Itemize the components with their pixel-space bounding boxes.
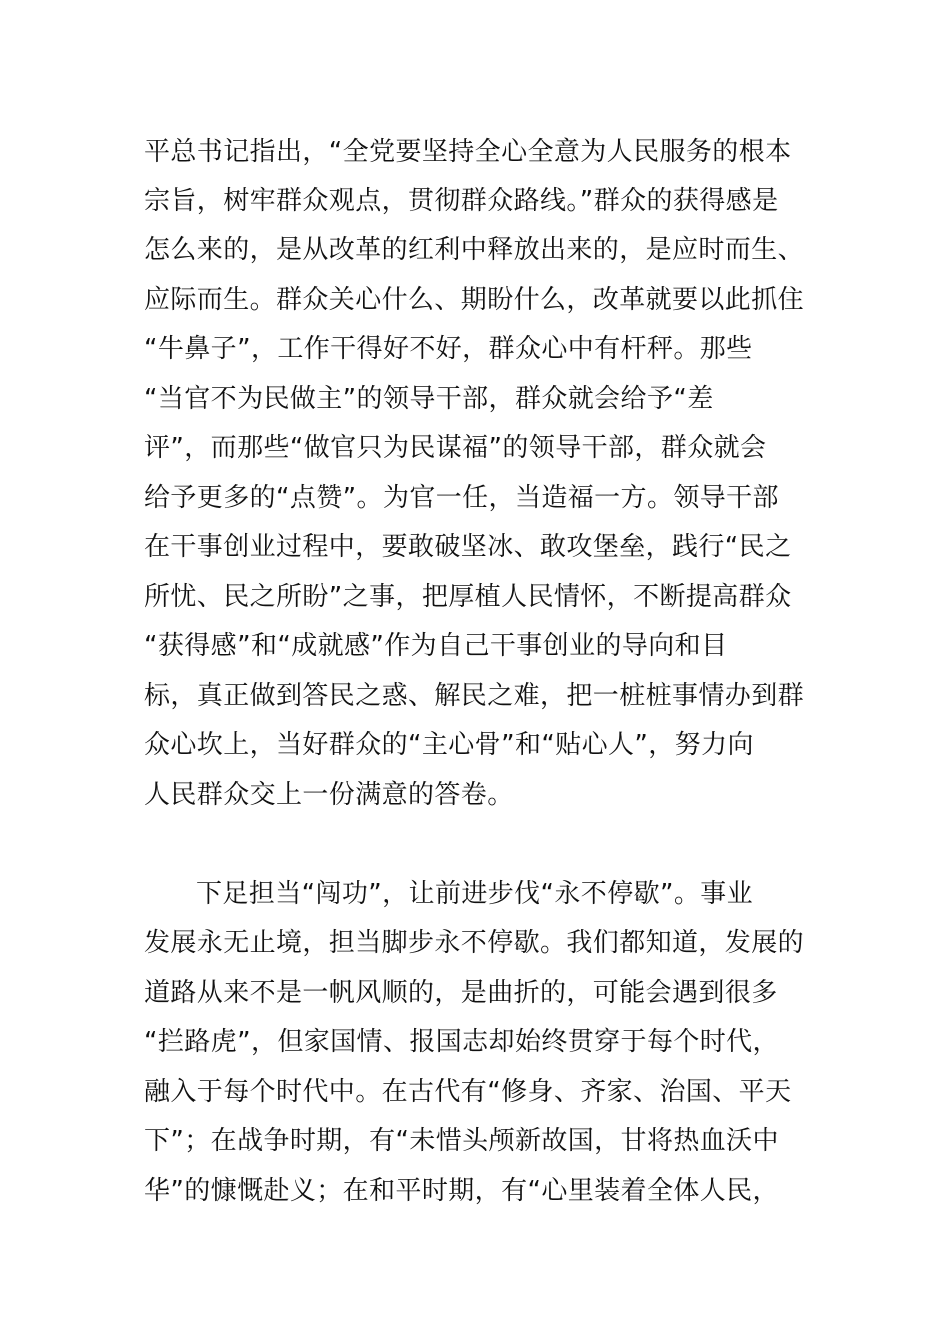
- text-line: “拦路虎”，但家国情、报国志却始终贯穿于每个时代，: [144, 1027, 779, 1057]
- text-line: 道路从来不是一帆风顺的，是曲折的，可能会遇到很多: [144, 978, 778, 1008]
- text-line: 发展永无止境，担当脚步永不停歇。我们都知道，发展的: [144, 928, 805, 958]
- text-line: 应际而生。群众关心什么、期盼什么，改革就要以此抓住: [144, 285, 805, 315]
- text-line: 平总书记指出，“全党要坚持全心全意为人民服务的根本: [144, 137, 792, 167]
- text-line: 怎么来的，是从改革的红利中释放出来的，是应时而生、: [144, 235, 805, 265]
- text-line: 下”；在战争时期，有“未惜头颅新故国，甘将热血沃中: [144, 1126, 779, 1156]
- text-line: 给予更多的“点赞”。为官一任，当造福一方。领导干部: [144, 483, 779, 513]
- text-line: 众心坎上，当好群众的“主心骨”和“贴心人”，努力向: [144, 730, 754, 760]
- text-line: “获得感”和“成就感”作为自己干事创业的导向和目: [144, 631, 728, 661]
- text-line: 华”的慷慨赴义；在和平时期，有“心里装着全体人民，: [144, 1176, 779, 1206]
- text-line: 标，真正做到答民之惑、解民之难，把一桩桩事情办到群: [144, 681, 805, 711]
- text-line: 融入于每个时代中。在古代有“修身、齐家、治国、平天: [144, 1077, 792, 1107]
- text-line: 所忧、民之所盼”之事，把厚植人民情怀，不断提高群众: [144, 582, 792, 612]
- text-line: 宗旨，树牢群众观点，贯彻群众路线。”群众的获得感是: [144, 186, 779, 216]
- text-line: 下足担当“闯功”，让前进步伐“永不停歇”。事业: [196, 879, 754, 909]
- text-line: “牛鼻子”，工作干得好不好，群众心中有杆秤。那些: [144, 334, 753, 364]
- text-line: 人民群众交上一份满意的答卷。: [144, 780, 514, 810]
- text-line: 在干事创业过程中，要敢破坚冰、敢攻堡垒，践行“民之: [144, 532, 792, 562]
- text-line: “当官不为民做主”的领导干部，群众就会给予“差: [144, 384, 714, 414]
- text-line: 评”，而那些“做官只为民谋福”的领导干部，群众就会: [144, 433, 767, 463]
